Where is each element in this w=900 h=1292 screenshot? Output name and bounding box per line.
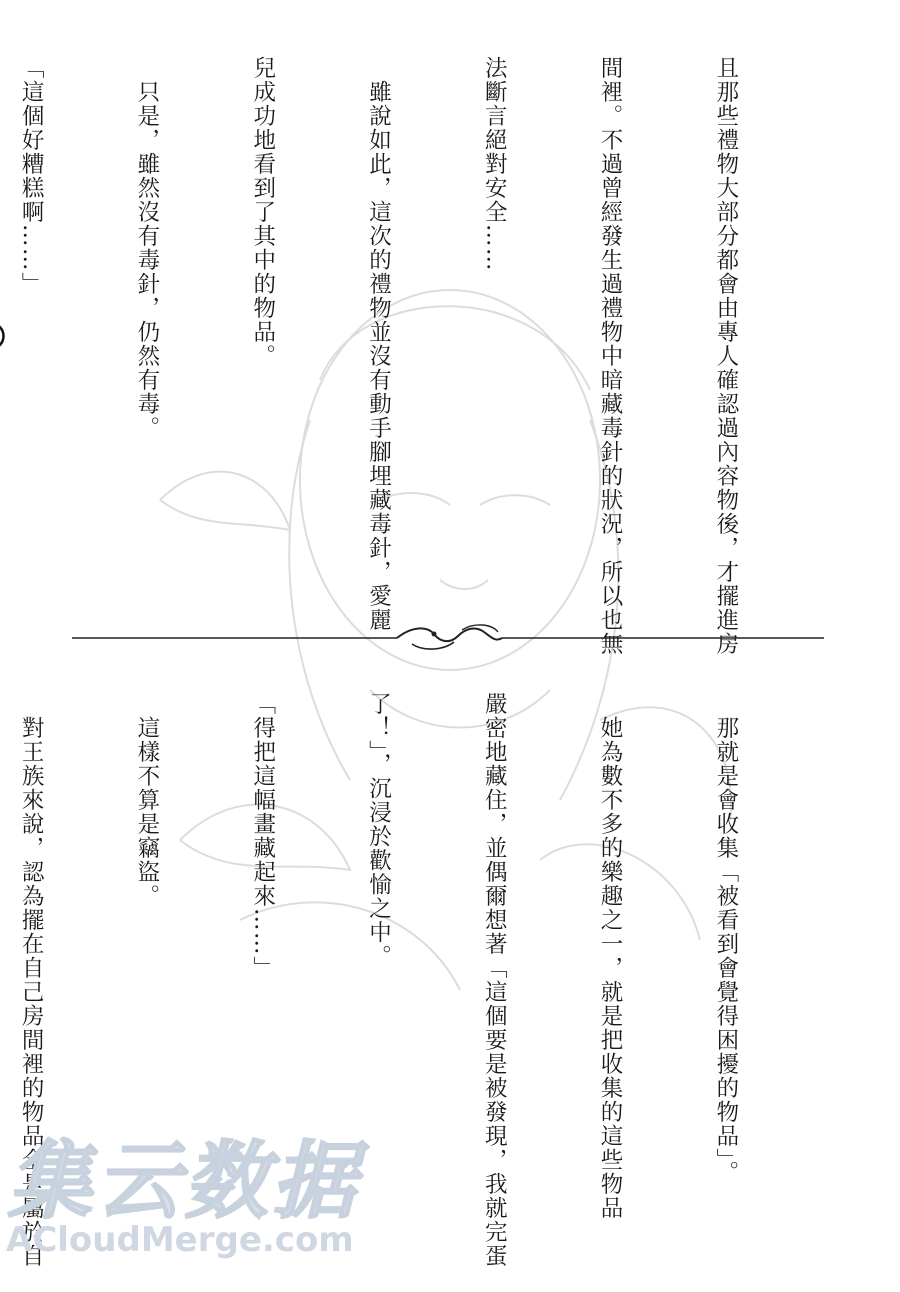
text-line: 那就是會收集「被看到會覺得困擾的物品」。 [712, 692, 739, 1185]
text-line: 兒成功地看到了其中的物品。 [249, 56, 276, 368]
text-line: 嚴密地藏住，並偶爾想著「這個要是被發現，我就完蛋 [481, 692, 508, 1268]
watermark-chinese: 集云数据 [8, 1132, 361, 1230]
text-line: 法斷言絕對安全…… [481, 56, 508, 272]
text-line: 「這個好糟糕啊……」 [18, 56, 45, 296]
text-line: 她為數不多的樂趣之一，就是把收集的這些物品 [597, 692, 624, 1220]
text-line: 「得把這幅畫藏起來……」 [249, 692, 276, 980]
text-block-top [0, 56, 822, 656]
text-line: 這樣不算是竊盜。 [133, 692, 160, 908]
text-line: 了！」，沉浸於歡愉之中。 [365, 692, 392, 969]
ornamental-divider [72, 620, 824, 656]
text-line: 只是，雖然沒有毒針，仍然有毒。 [133, 56, 160, 440]
page-edge-mark [0, 322, 8, 350]
text-line: 對王族來說，認為擺在自己房間裡的物品全是屬於自 [18, 692, 45, 1268]
text-line: 且那些禮物大部分都會由專人確認過內容物後，才擺進房 [712, 56, 739, 656]
text-line: 間裡。不過曾經發生過禮物中暗藏毒針的狀況，所以也無 [597, 56, 624, 656]
text-line: 雖說如此，這次的禮物並沒有動手腳埋藏毒針，愛麗 [365, 56, 392, 632]
watermark-english: ACloudMerge.com [6, 1220, 354, 1260]
watermark [2, 1132, 382, 1261]
